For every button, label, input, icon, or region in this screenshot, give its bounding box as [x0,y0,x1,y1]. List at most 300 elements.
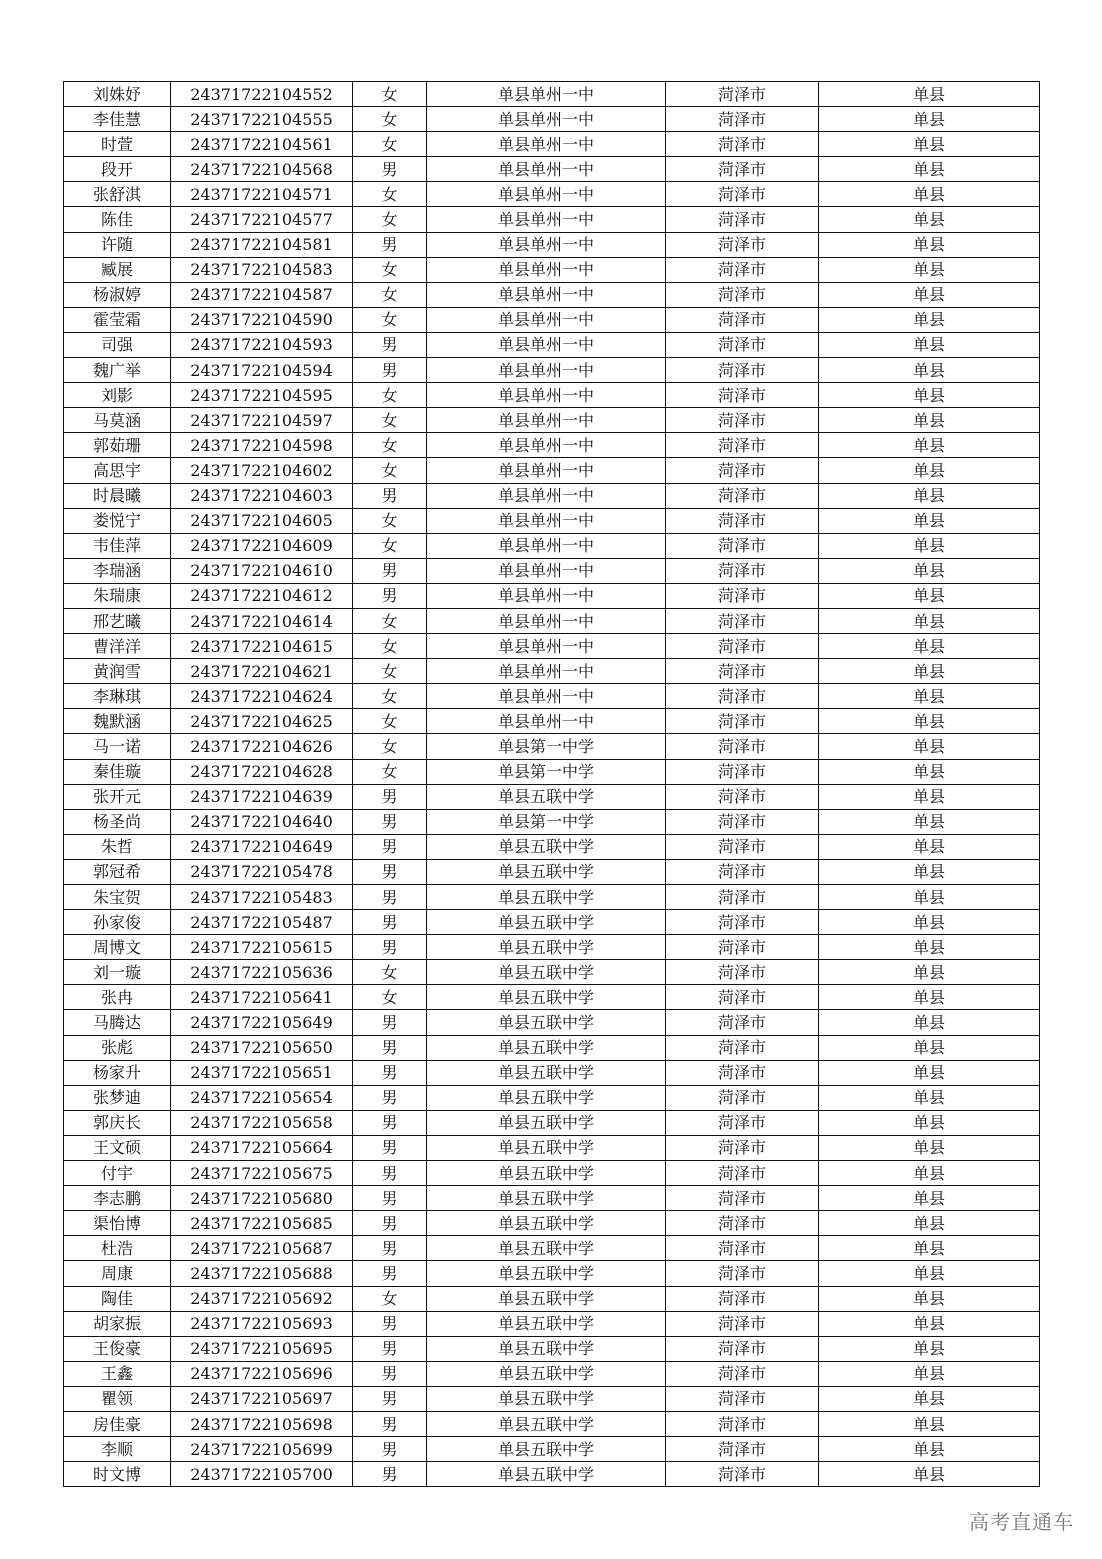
school-cell: 单县五联中学 [427,960,666,985]
county-cell: 单县 [819,910,1040,935]
gender-cell: 男 [353,583,427,608]
county-cell: 单县 [819,1035,1040,1060]
student-name-cell: 刘影 [64,383,171,408]
student-name-cell: 房佳豪 [64,1411,171,1436]
table-row [64,358,1040,383]
student-name-cell: 马一诺 [64,734,171,759]
county-cell: 单县 [819,709,1040,734]
city-cell: 菏泽市 [666,859,819,884]
county-cell: 单县 [819,408,1040,433]
county-cell: 单县 [819,1286,1040,1311]
exam-id-cell: 24371722104649 [171,834,353,859]
county-cell: 单县 [819,257,1040,282]
gender-cell: 女 [353,533,427,558]
school-cell: 单县五联中学 [427,1437,666,1462]
gender-cell: 女 [353,960,427,985]
city-cell: 菏泽市 [666,1211,819,1236]
exam-id-cell: 24371722105700 [171,1462,353,1487]
table-row [64,809,1040,834]
exam-id-cell: 24371722104561 [171,132,353,157]
city-cell: 菏泽市 [666,132,819,157]
county-cell: 单县 [819,332,1040,357]
exam-id-cell: 24371722104587 [171,282,353,307]
student-name-cell: 朱瑞康 [64,583,171,608]
table-row [64,1135,1040,1160]
county-cell: 单县 [819,608,1040,633]
student-name-cell: 段开 [64,157,171,182]
gender-cell: 女 [353,433,427,458]
exam-id-cell: 24371722105680 [171,1186,353,1211]
city-cell: 菏泽市 [666,1110,819,1135]
student-name-cell: 李瑞涵 [64,558,171,583]
county-cell: 单县 [819,1261,1040,1286]
county-cell: 单县 [819,182,1040,207]
exam-id-cell: 24371722105650 [171,1035,353,1060]
student-name-cell: 杨淑婷 [64,282,171,307]
county-cell: 单县 [819,207,1040,232]
gender-cell: 女 [353,1286,427,1311]
table-row [64,1462,1040,1487]
county-cell: 单县 [819,232,1040,257]
school-cell: 单县五联中学 [427,1236,666,1261]
table-row [64,307,1040,332]
city-cell: 菏泽市 [666,1361,819,1386]
school-cell: 单县五联中学 [427,784,666,809]
student-name-cell: 娄悦宁 [64,508,171,533]
county-cell: 单县 [819,1361,1040,1386]
city-cell: 菏泽市 [666,1010,819,1035]
table-row [64,1010,1040,1035]
city-cell: 菏泽市 [666,182,819,207]
exam-id-cell: 24371722104583 [171,257,353,282]
school-cell: 单县单州一中 [427,684,666,709]
city-cell: 菏泽市 [666,809,819,834]
city-cell: 菏泽市 [666,734,819,759]
gender-cell: 女 [353,408,427,433]
gender-cell: 女 [353,257,427,282]
student-name-cell: 刘一璇 [64,960,171,985]
county-cell: 单县 [819,634,1040,659]
gender-cell: 男 [353,859,427,884]
city-cell: 菏泽市 [666,684,819,709]
exam-id-cell: 24371722104571 [171,182,353,207]
student-name-cell: 张梦迪 [64,1085,171,1110]
county-cell: 单县 [819,985,1040,1010]
table-row [64,533,1040,558]
county-cell: 单县 [819,859,1040,884]
exam-id-cell: 24371722104595 [171,383,353,408]
table-row [64,207,1040,232]
table-row [64,257,1040,282]
county-cell: 单县 [819,458,1040,483]
city-cell: 菏泽市 [666,1236,819,1261]
student-name-cell: 臧展 [64,257,171,282]
school-cell: 单县单州一中 [427,608,666,633]
table-row [64,1336,1040,1361]
city-cell: 菏泽市 [666,834,819,859]
exam-id-cell: 24371722105658 [171,1110,353,1135]
table-row [64,282,1040,307]
table-row [64,1261,1040,1286]
school-cell: 单县单州一中 [427,458,666,483]
table-row [64,1060,1040,1085]
exam-id-cell: 24371722104577 [171,207,353,232]
school-cell: 单县单州一中 [427,257,666,282]
school-cell: 单县五联中学 [427,1462,666,1487]
student-name-cell: 魏默涵 [64,709,171,734]
county-cell: 单县 [819,533,1040,558]
exam-id-cell: 24371722105487 [171,910,353,935]
exam-id-cell: 24371722104598 [171,433,353,458]
school-cell: 单县五联中学 [427,935,666,960]
school-cell: 单县五联中学 [427,1311,666,1336]
exam-id-cell: 24371722104612 [171,583,353,608]
school-cell: 单县单州一中 [427,634,666,659]
gender-cell: 女 [353,307,427,332]
table-row [64,784,1040,809]
county-cell: 单县 [819,1462,1040,1487]
student-name-cell: 杜浩 [64,1236,171,1261]
city-cell: 菏泽市 [666,634,819,659]
exam-id-cell: 24371722104590 [171,307,353,332]
city-cell: 菏泽市 [666,583,819,608]
table-row [64,232,1040,257]
gender-cell: 男 [353,1211,427,1236]
gender-cell: 男 [353,1035,427,1060]
school-cell: 单县五联中学 [427,1361,666,1386]
student-name-cell: 张彪 [64,1035,171,1060]
student-name-cell: 付宇 [64,1161,171,1186]
school-cell: 单县五联中学 [427,1110,666,1135]
county-cell: 单县 [819,935,1040,960]
city-cell: 菏泽市 [666,1261,819,1286]
student-name-cell: 陈佳 [64,207,171,232]
school-cell: 单县五联中学 [427,1085,666,1110]
table-row [64,82,1040,107]
exam-id-cell: 24371722105688 [171,1261,353,1286]
school-cell: 单县五联中学 [427,1010,666,1035]
city-cell: 菏泽市 [666,1135,819,1160]
table-row [64,734,1040,759]
exam-id-cell: 24371722104581 [171,232,353,257]
school-cell: 单县五联中学 [427,1286,666,1311]
table-row [64,1386,1040,1411]
county-cell: 单县 [819,508,1040,533]
school-cell: 单县单州一中 [427,558,666,583]
table-row [64,885,1040,910]
table-row [64,508,1040,533]
exam-id-cell: 24371722105693 [171,1311,353,1336]
student-name-cell: 杨家升 [64,1060,171,1085]
city-cell: 菏泽市 [666,709,819,734]
school-cell: 单县五联中学 [427,1336,666,1361]
table-row [64,483,1040,508]
city-cell: 菏泽市 [666,157,819,182]
city-cell: 菏泽市 [666,458,819,483]
exam-id-cell: 24371722104552 [171,82,353,107]
table-row [64,1186,1040,1211]
student-name-cell: 邢艺曦 [64,608,171,633]
exam-id-cell: 24371722105651 [171,1060,353,1085]
table-row [64,910,1040,935]
student-name-cell: 黄润雪 [64,659,171,684]
county-cell: 单县 [819,1386,1040,1411]
table-row [64,107,1040,132]
student-name-cell: 张开元 [64,784,171,809]
student-name-cell: 时文博 [64,1462,171,1487]
school-cell: 单县单州一中 [427,508,666,533]
school-cell: 单县五联中学 [427,985,666,1010]
school-cell: 单县五联中学 [427,1161,666,1186]
exam-id-cell: 24371722104603 [171,483,353,508]
gender-cell: 男 [353,1311,427,1336]
student-name-cell: 高思宇 [64,458,171,483]
city-cell: 菏泽市 [666,1462,819,1487]
city-cell: 菏泽市 [666,1161,819,1186]
gender-cell: 男 [353,332,427,357]
student-name-cell: 郭茹珊 [64,433,171,458]
table-row [64,558,1040,583]
table-row [64,157,1040,182]
county-cell: 单县 [819,358,1040,383]
watermark-text: 高考直通车 [969,1510,1074,1534]
table-row [64,132,1040,157]
county-cell: 单县 [819,960,1040,985]
gender-cell: 女 [353,608,427,633]
gender-cell: 女 [353,82,427,107]
student-name-cell: 秦佳璇 [64,759,171,784]
school-cell: 单县五联中学 [427,1411,666,1436]
county-cell: 单县 [819,82,1040,107]
gender-cell: 男 [353,1110,427,1135]
student-name-cell: 时晨曦 [64,483,171,508]
school-cell: 单县五联中学 [427,885,666,910]
school-cell: 单县单州一中 [427,157,666,182]
gender-cell: 男 [353,1411,427,1436]
student-name-cell: 朱宝贺 [64,885,171,910]
city-cell: 菏泽市 [666,257,819,282]
city-cell: 菏泽市 [666,433,819,458]
school-cell: 单县单州一中 [427,182,666,207]
county-cell: 单县 [819,1336,1040,1361]
gender-cell: 男 [353,834,427,859]
student-name-cell: 朱哲 [64,834,171,859]
table-row [64,1236,1040,1261]
county-cell: 单县 [819,885,1040,910]
school-cell: 单县单州一中 [427,332,666,357]
table-row [64,1311,1040,1336]
exam-id-cell: 24371722105699 [171,1437,353,1462]
city-cell: 菏泽市 [666,985,819,1010]
student-name-cell: 王鑫 [64,1361,171,1386]
student-name-cell: 李琳琪 [64,684,171,709]
exam-id-cell: 24371722104593 [171,332,353,357]
table-row [64,433,1040,458]
school-cell: 单县五联中学 [427,859,666,884]
student-name-cell: 马腾达 [64,1010,171,1035]
city-cell: 菏泽市 [666,533,819,558]
table-row [64,1085,1040,1110]
gender-cell: 女 [353,508,427,533]
city-cell: 菏泽市 [666,1336,819,1361]
city-cell: 菏泽市 [666,332,819,357]
student-name-cell: 周康 [64,1261,171,1286]
exam-id-cell: 24371722104628 [171,759,353,784]
exam-id-cell: 24371722105696 [171,1361,353,1386]
student-name-cell: 曹洋洋 [64,634,171,659]
gender-cell: 男 [353,1361,427,1386]
exam-id-cell: 24371722104640 [171,809,353,834]
gender-cell: 女 [353,282,427,307]
school-cell: 单县单州一中 [427,282,666,307]
city-cell: 菏泽市 [666,508,819,533]
school-cell: 单县五联中学 [427,1135,666,1160]
city-cell: 菏泽市 [666,960,819,985]
school-cell: 单县五联中学 [427,1261,666,1286]
county-cell: 单县 [819,1135,1040,1160]
county-cell: 单县 [819,734,1040,759]
school-cell: 单县五联中学 [427,834,666,859]
city-cell: 菏泽市 [666,207,819,232]
county-cell: 单县 [819,1437,1040,1462]
table-row [64,935,1040,960]
gender-cell: 女 [353,709,427,734]
gender-cell: 男 [353,1261,427,1286]
gender-cell: 男 [353,1161,427,1186]
county-cell: 单县 [819,809,1040,834]
exam-id-cell: 24371722105483 [171,885,353,910]
student-name-cell: 王文硕 [64,1135,171,1160]
gender-cell: 男 [353,1437,427,1462]
table-row [64,859,1040,884]
county-cell: 单县 [819,1411,1040,1436]
gender-cell: 男 [353,483,427,508]
city-cell: 菏泽市 [666,358,819,383]
school-cell: 单县单州一中 [427,132,666,157]
table-row [64,1211,1040,1236]
school-cell: 单县单州一中 [427,207,666,232]
school-cell: 单县单州一中 [427,232,666,257]
county-cell: 单县 [819,107,1040,132]
county-cell: 单县 [819,132,1040,157]
city-cell: 菏泽市 [666,558,819,583]
city-cell: 菏泽市 [666,483,819,508]
city-cell: 菏泽市 [666,608,819,633]
county-cell: 单县 [819,1211,1040,1236]
gender-cell: 男 [353,1186,427,1211]
exam-id-cell: 24371722105478 [171,859,353,884]
county-cell: 单县 [819,1085,1040,1110]
school-cell: 单县五联中学 [427,1186,666,1211]
gender-cell: 男 [353,1462,427,1487]
exam-id-cell: 24371722105685 [171,1211,353,1236]
county-cell: 单县 [819,1311,1040,1336]
gender-cell: 男 [353,157,427,182]
city-cell: 菏泽市 [666,1437,819,1462]
table-row [64,182,1040,207]
student-name-cell: 胡家振 [64,1311,171,1336]
exam-id-cell: 24371722105664 [171,1135,353,1160]
exam-id-cell: 24371722105698 [171,1411,353,1436]
school-cell: 单县单州一中 [427,709,666,734]
exam-id-cell: 24371722104626 [171,734,353,759]
exam-id-cell: 24371722104568 [171,157,353,182]
school-cell: 单县五联中学 [427,1211,666,1236]
student-name-cell: 杨圣尚 [64,809,171,834]
gender-cell: 男 [353,1085,427,1110]
city-cell: 菏泽市 [666,1060,819,1085]
exam-id-cell: 24371722104615 [171,634,353,659]
gender-cell: 男 [353,910,427,935]
table-row [64,1161,1040,1186]
gender-cell: 男 [353,1336,427,1361]
table-row [64,1035,1040,1060]
student-name-cell: 马莫涵 [64,408,171,433]
county-cell: 单县 [819,1236,1040,1261]
exam-id-cell: 24371722105641 [171,985,353,1010]
county-cell: 单县 [819,784,1040,809]
county-cell: 单县 [819,1110,1040,1135]
student-name-cell: 张冉 [64,985,171,1010]
student-roster-table [63,81,1040,1487]
gender-cell: 女 [353,634,427,659]
county-cell: 单县 [819,1186,1040,1211]
exam-id-cell: 24371722104639 [171,784,353,809]
gender-cell: 男 [353,1236,427,1261]
city-cell: 菏泽市 [666,784,819,809]
city-cell: 菏泽市 [666,935,819,960]
student-name-cell: 刘姝妤 [64,82,171,107]
city-cell: 菏泽市 [666,232,819,257]
county-cell: 单县 [819,307,1040,332]
table-row [64,383,1040,408]
table-row [64,834,1040,859]
gender-cell: 女 [353,985,427,1010]
city-cell: 菏泽市 [666,408,819,433]
city-cell: 菏泽市 [666,1411,819,1436]
student-name-cell: 魏广举 [64,358,171,383]
student-name-cell: 瞿领 [64,1386,171,1411]
county-cell: 单县 [819,558,1040,583]
gender-cell: 女 [353,684,427,709]
gender-cell: 男 [353,935,427,960]
gender-cell: 女 [353,207,427,232]
city-cell: 菏泽市 [666,82,819,107]
gender-cell: 女 [353,458,427,483]
table-row [64,583,1040,608]
table-row [64,1437,1040,1462]
exam-id-cell: 24371722105654 [171,1085,353,1110]
gender-cell: 男 [353,358,427,383]
school-cell: 单县单州一中 [427,358,666,383]
student-name-cell: 周博文 [64,935,171,960]
school-cell: 单县五联中学 [427,910,666,935]
city-cell: 菏泽市 [666,1311,819,1336]
gender-cell: 女 [353,383,427,408]
exam-id-cell: 24371722105675 [171,1161,353,1186]
student-name-cell: 陶佳 [64,1286,171,1311]
gender-cell: 女 [353,132,427,157]
county-cell: 单县 [819,383,1040,408]
table-row [64,709,1040,734]
student-name-cell: 孙家俊 [64,910,171,935]
table-row [64,960,1040,985]
city-cell: 菏泽市 [666,383,819,408]
school-cell: 单县第一中学 [427,809,666,834]
school-cell: 单县单州一中 [427,483,666,508]
exam-id-cell: 24371722104602 [171,458,353,483]
exam-id-cell: 24371722105687 [171,1236,353,1261]
